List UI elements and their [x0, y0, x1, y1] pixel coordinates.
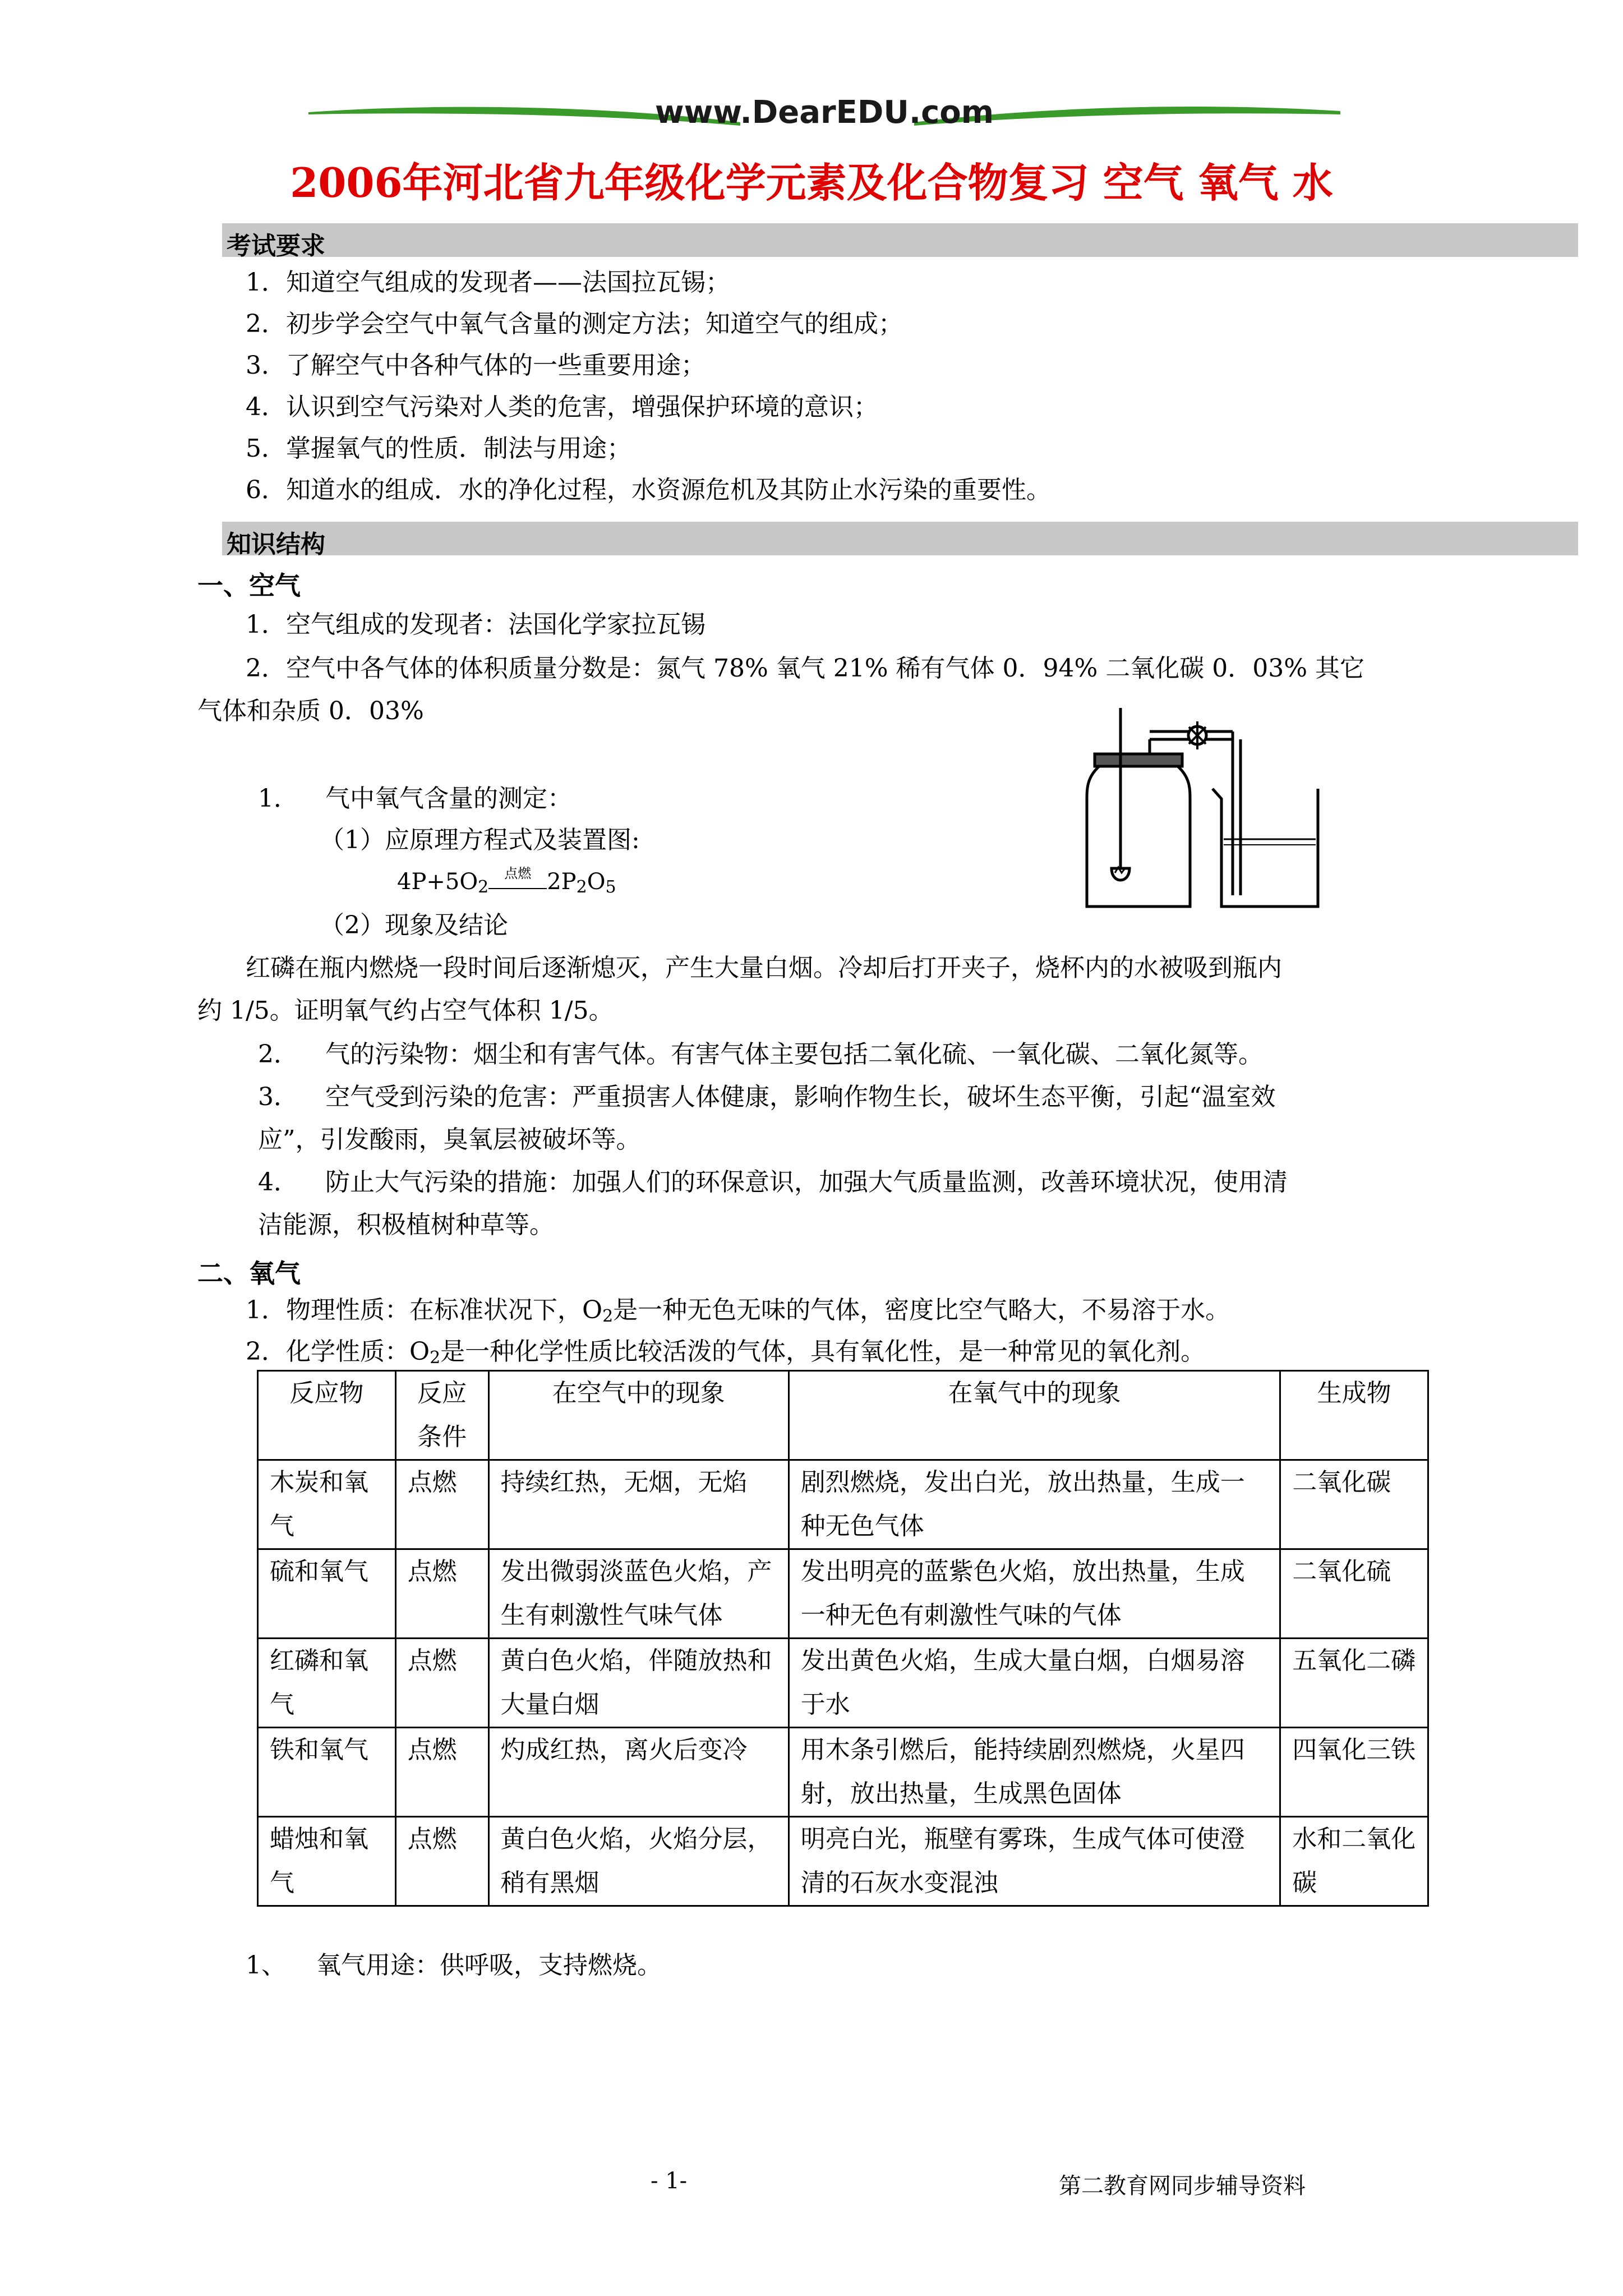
- table-header-row: [258, 1371, 1428, 1460]
- table-cell: 水和二氧化碳: [1280, 1817, 1428, 1906]
- heading-air: 一、空气: [197, 570, 301, 601]
- oxygen-p2: [246, 1337, 1205, 1368]
- air-p3-sub1: （1）应原理方程式及装置图:: [320, 826, 640, 854]
- oxygen-p1-sub: 2: [602, 1306, 614, 1326]
- oxygen-p2-b: 是一种化学性质比较活泼的气体，具有氧化性，是一种常见的氧化剂。: [440, 1337, 1206, 1366]
- table-cell: 明亮白光，瓶壁有雾珠，生成气体可使澄清的石灰水变混浊: [789, 1817, 1280, 1906]
- table-cell: 剧烈燃烧，发出白光，放出热量，生成一种无色气体: [789, 1460, 1280, 1549]
- table-cell: 用木条引燃后，能持续剧烈燃烧，火星四射，放出热量，生成黑色固体: [789, 1728, 1280, 1817]
- section-heading-knowledge: 知识结构: [227, 530, 325, 559]
- exam-item: 3．了解空气中各种气体的一些重要用途；: [246, 351, 706, 380]
- air-p6-text1: 防止大气污染的措施：加强人们的环保意识，加强大气质量监测，改善环境状况，使用清: [325, 1168, 1288, 1197]
- table-row: [258, 1639, 1428, 1728]
- equation-arrow: [488, 866, 547, 889]
- table-cell: 发出黄色火焰，生成大量白烟，白烟易溶于水: [789, 1639, 1280, 1728]
- table-cell: 木炭和氧气: [258, 1460, 396, 1549]
- table-cell: 二氧化碳: [1280, 1460, 1428, 1549]
- exam-item: 5．掌握氧气的性质．制法与用途；: [246, 434, 631, 463]
- air-p4-number: 2．: [258, 1040, 298, 1069]
- air-p1: 1．空气组成的发现者：法国化学家拉瓦锡: [246, 610, 706, 639]
- table-cell: 四氧化三铁: [1280, 1728, 1428, 1817]
- table-header-cell: 反应条件: [395, 1371, 488, 1460]
- table-cell: 点燃: [395, 1728, 488, 1817]
- footer-publisher: 第二教育网同步辅导资料: [1059, 2173, 1306, 2199]
- air-p3-number: 1．: [258, 784, 298, 813]
- reaction-equation: [397, 868, 616, 898]
- table-cell: 点燃: [395, 1639, 488, 1728]
- air-p3-text: 气中氧气含量的测定：: [325, 784, 572, 813]
- air-p3-para2: 约 1/5。证明氧气约占空气体积 1/5。: [197, 996, 614, 1025]
- section-bar-exam: [222, 223, 1578, 260]
- oxygen-measurement-apparatus-icon: [1082, 705, 1419, 918]
- table-row: [258, 1728, 1428, 1817]
- oxygen-p3-text: 氧气用途：供呼吸，支持燃烧。: [316, 1951, 662, 1980]
- page-number: - 1-: [651, 2168, 688, 2194]
- table-header-cell: 反应物: [258, 1371, 396, 1460]
- oxygen-p1-b: 是一种无色无味的气体，密度比空气略大，不易溶于水。: [613, 1296, 1230, 1324]
- air-p5-text2: 应”，引发酸雨，臭氧层被破坏等。: [258, 1125, 641, 1154]
- page-title: 2006年河北省九年级化学元素及化合物复习 空气 氧气 水: [290, 159, 1333, 206]
- exam-item: 2．初步学会空气中氧气含量的测定方法；知道空气的组成；: [246, 310, 903, 338]
- equation-right-sub1: 2: [576, 877, 587, 897]
- air-p6-text2: 洁能源，积极植树种草等。: [258, 1211, 554, 1239]
- equation-right-sub2: 5: [605, 877, 616, 897]
- table-row: [258, 1549, 1428, 1639]
- air-p6-number: 4．: [258, 1168, 298, 1197]
- table-cell: 发出明亮的蓝紫色火焰，放出热量，生成一种无色有刺激性气味的气体: [789, 1549, 1280, 1639]
- oxygen-p2-sub: 2: [430, 1348, 441, 1368]
- oxygen-p3-number: 1、: [246, 1951, 286, 1980]
- reaction-table: [257, 1370, 1429, 1907]
- table-cell: 五氧化二磷: [1280, 1639, 1428, 1728]
- table-cell: 点燃: [395, 1817, 488, 1906]
- site-url: www.DearEDU.com: [654, 94, 994, 131]
- table-cell: 二氧化硫: [1280, 1549, 1428, 1639]
- table-cell: 持续红热，无烟，无焰: [488, 1460, 789, 1549]
- site-logo: [303, 90, 1346, 140]
- table-cell: 黄白色火焰，伴随放热和大量白烟: [488, 1639, 789, 1728]
- table-header-cell: 在氧气中的现象: [789, 1371, 1280, 1460]
- table-cell: 硫和氧气: [258, 1549, 396, 1639]
- table-cell: 灼成红热，离火后变冷: [488, 1728, 789, 1817]
- table-cell: 发出微弱淡蓝色火焰，产生有刺激性气味气体: [488, 1549, 789, 1639]
- exam-item: 1．知道空气组成的发现者——法国拉瓦锡；: [246, 268, 730, 297]
- oxygen-p1: [246, 1296, 1230, 1327]
- equation-left: 4P+5O: [397, 869, 478, 895]
- air-p5-text1: 空气受到污染的危害：严重损害人体健康，影响作物生长，破坏生态平衡，引起“温室效: [325, 1083, 1276, 1111]
- heading-oxygen: 二、氧气: [197, 1258, 301, 1289]
- table-cell: 铁和氧气: [258, 1728, 396, 1817]
- equation-right-o: O: [587, 869, 606, 895]
- table-cell: 点燃: [395, 1460, 488, 1549]
- table-cell: 黄白色火焰，火焰分层，稍有黑烟: [488, 1817, 789, 1906]
- table-header-cell: 生成物: [1280, 1371, 1428, 1460]
- air-p4-text: 气的污染物：烟尘和有害气体。有害气体主要包括二氧化硫、一氧化碳、二氧化氮等。: [325, 1040, 1263, 1069]
- section-bar-knowledge: [222, 522, 1578, 559]
- air-p2-line2: 气体和杂质 0．03%: [197, 697, 424, 725]
- table-row: [258, 1817, 1428, 1906]
- air-p3-para1: 红磷在瓶内燃烧一段时间后逐渐熄灭，产生大量白烟。冷却后打开夹子，烧杯内的水被吸到瓶内: [246, 954, 1282, 982]
- air-p3-sub2: （2）现象及结论: [320, 911, 508, 940]
- air-p5-number: 3．: [258, 1083, 298, 1111]
- equation-right: 2P: [547, 869, 577, 895]
- exam-item: 4．认识到空气污染对人类的危害，增强保护环境的意识；: [246, 393, 878, 421]
- oxygen-p1-a: 1．物理性质：在标准状况下，O: [246, 1296, 603, 1324]
- section-heading-exam: 考试要求: [227, 232, 325, 260]
- table-cell: 蜡烛和氧气: [258, 1817, 396, 1906]
- table-cell: 红磷和氧气: [258, 1639, 396, 1728]
- oxygen-p2-a: 2．化学性质：O: [246, 1337, 430, 1366]
- apparatus-diagram: [1082, 705, 1419, 918]
- equation-left-sub: 2: [478, 877, 489, 897]
- table-cell: 点燃: [395, 1549, 488, 1639]
- table-header-cell: 在空气中的现象: [488, 1371, 789, 1460]
- exam-item: 6．知道水的组成．水的净化过程，水资源危机及其防止水污染的重要性。: [246, 476, 1051, 504]
- air-p2-line1: 2．空气中各气体的体积质量分数是：氮气 78% 氧气 21% 稀有气体 0．94% 二氧化碳 0．03% 其它: [246, 654, 1365, 683]
- equation-condition: 点燃: [504, 866, 532, 881]
- table-row: [258, 1460, 1428, 1549]
